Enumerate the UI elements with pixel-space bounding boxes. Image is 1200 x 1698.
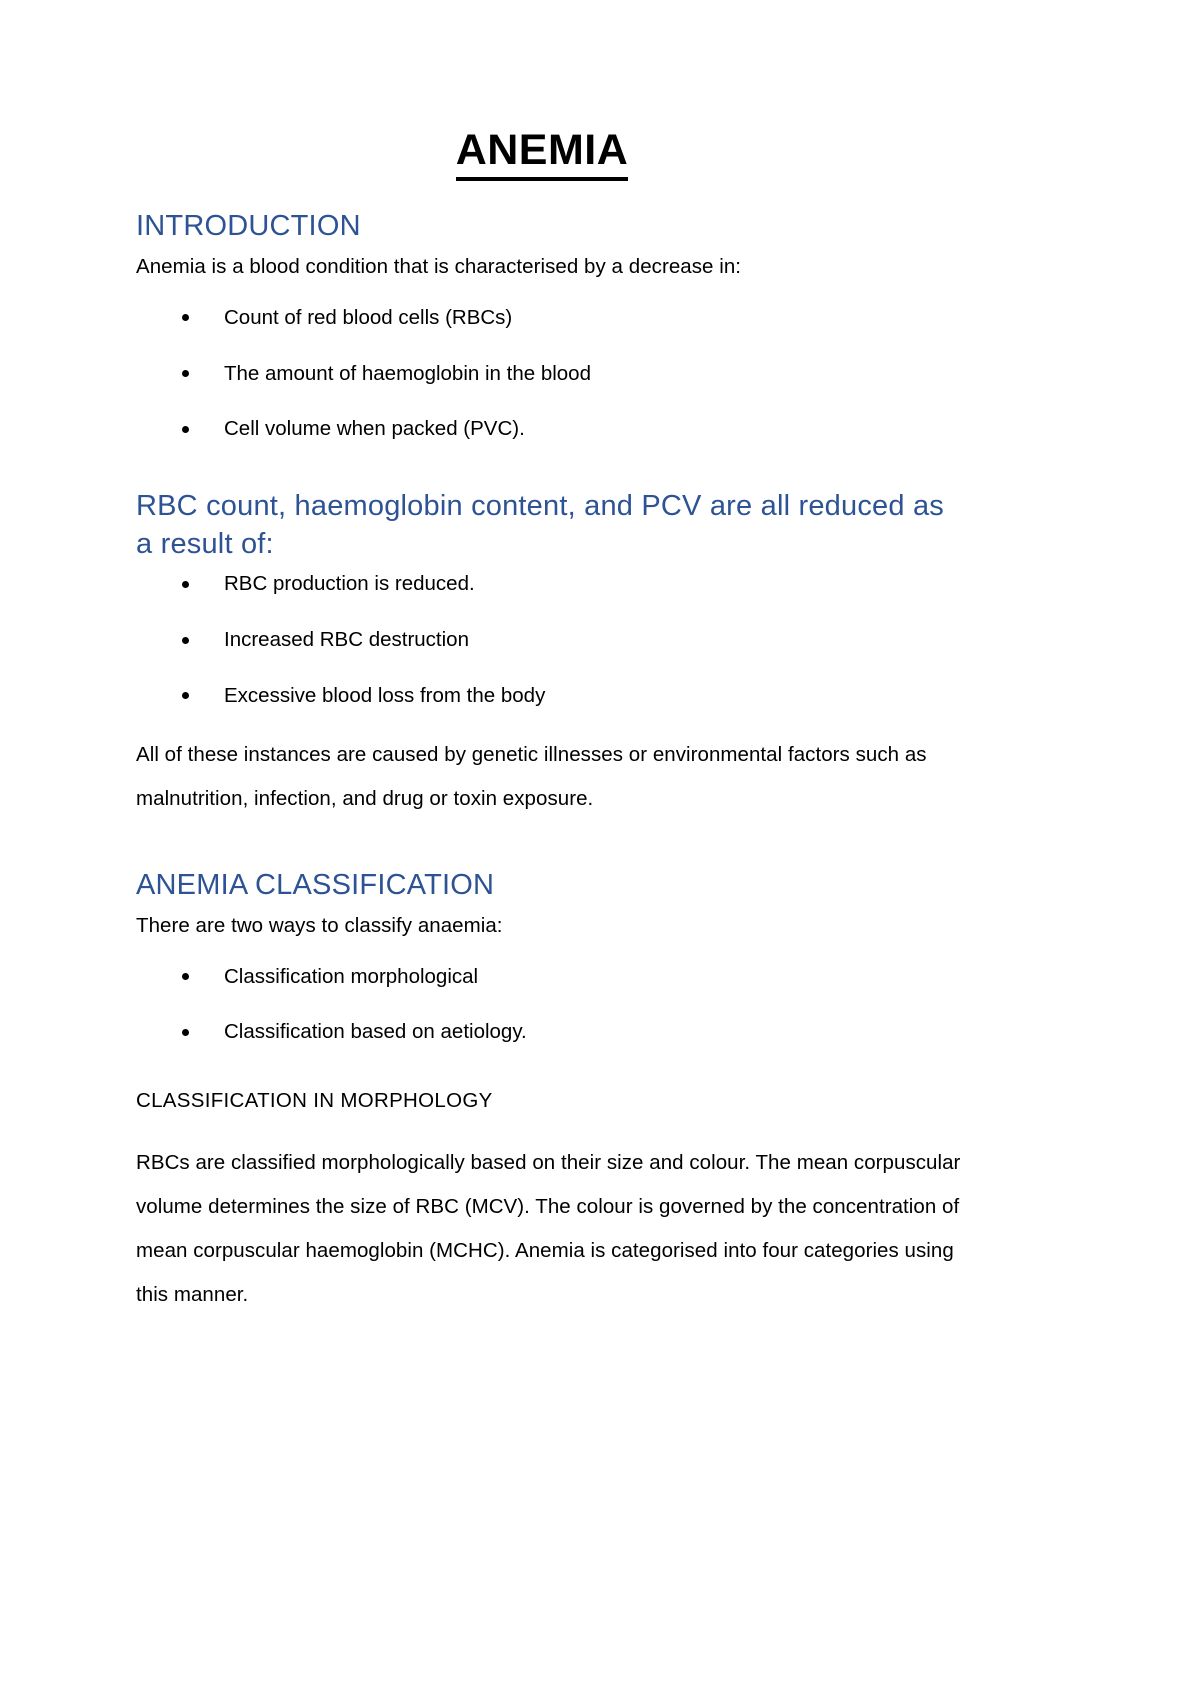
bullet-dot-icon [182,692,189,699]
list-item-label: Excessive blood loss from the body [224,683,546,707]
list-item [182,964,968,991]
list-item-label: The amount of haemoglobin in the blood [224,361,591,385]
list-item-label: Cell volume when packed (PVC). [224,417,525,441]
subheading-classification-in-morphology: CLASSIFICATION IN MORPHOLOGY [136,1088,493,1112]
list-item [182,627,968,654]
bullet-dot-icon [182,973,189,980]
section-heading-anemia-classification: ANEMIA CLASSIFICATION [136,868,495,901]
page-title-text: ANEMIA [456,126,629,181]
bullet-dot-icon [182,1029,189,1036]
bullet-dot-icon [182,370,189,377]
rbc-reduction-bullet-list [136,571,968,709]
list-item [182,1019,968,1046]
list-item [182,361,968,388]
list-item-label: Classification morphological [224,964,479,988]
list-item-label: Increased RBC destruction [224,628,469,652]
list-item [182,416,968,443]
morphology-paragraph: RBCs are classified morphologically based on their size and colour. The mean corpuscular volume determines the size of RBC (MCV). The colour is governed by the concentration of mean corpuscular haemoglobin (MCHC). Anemia is categorised into four categories using this manner. [136,1150,961,1306]
classification-bullet-list [136,964,968,1046]
bullet-dot-icon [182,581,189,588]
list-item [182,683,968,710]
classification-lead-paragraph: There are two ways to classify anaemia: [136,913,503,937]
section-heading-rbc-count: RBC count, haemoglobin content, and PCV are all reduced as a result of: [136,489,944,561]
introduction-bullet-list [136,305,968,443]
bullet-dot-icon [182,314,189,321]
causes-paragraph: All of these instances are caused by genetic illnesses or environmental factors such as malnutrition, infection, and drug or toxin exposure. [136,743,927,811]
list-item-label: Classification based on aetiology. [224,1020,527,1044]
list-item [182,571,968,598]
list-item-label: RBC production is reduced. [224,572,475,596]
introduction-lead-paragraph: Anemia is a blood condition that is characterised by a decrease in: [136,255,742,279]
page-title [136,126,968,181]
bullet-dot-icon [182,426,189,433]
list-item-label: Count of red blood cells (RBCs) [224,306,513,330]
section-heading-introduction: INTRODUCTION [136,210,361,242]
list-item [182,305,968,332]
bullet-dot-icon [182,637,189,644]
